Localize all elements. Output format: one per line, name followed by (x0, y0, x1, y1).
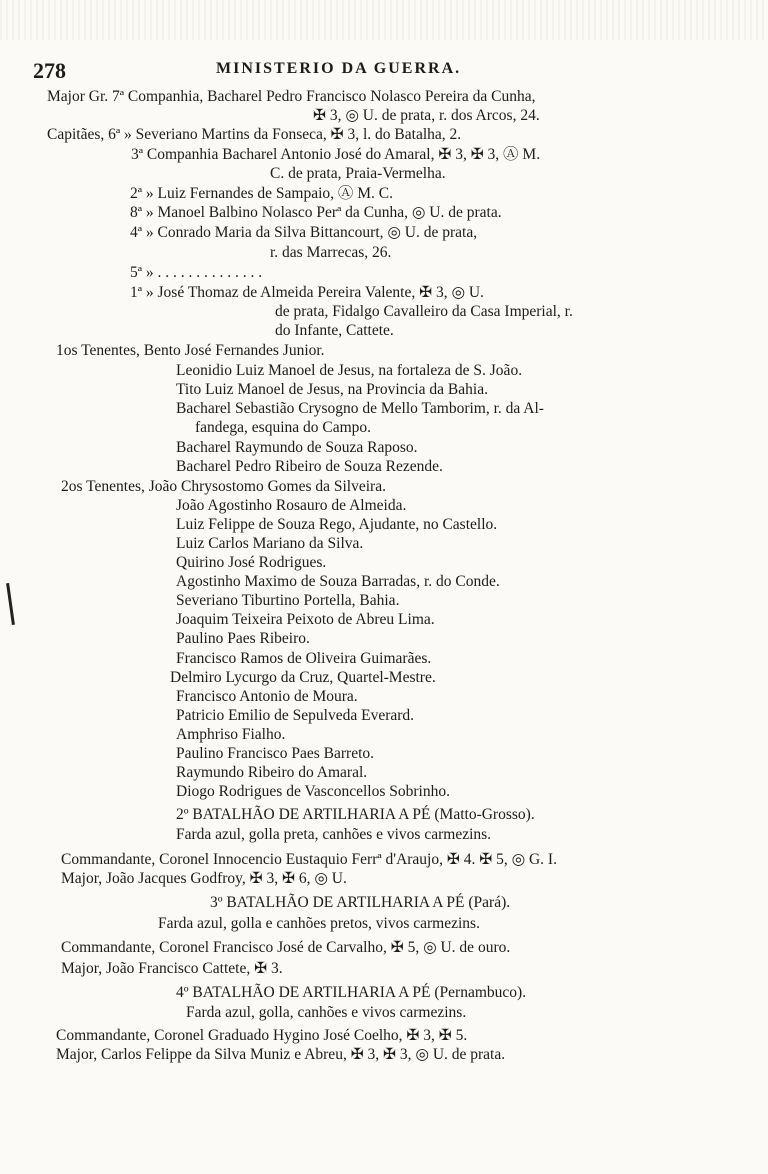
text-line: Raymundo Ribeiro do Amaral. (176, 764, 368, 781)
text-line: de prata, Fidalgo Cavalleiro da Casa Imperial, r. (275, 303, 573, 320)
text-line: Luiz Carlos Mariano da Silva. (176, 535, 364, 552)
text-line: Patricio Emilio de Sepulveda Everard. (176, 707, 415, 724)
scan-noise (0, 0, 768, 40)
text-line: Farda azul, golla, canhões e vivos carmezins. (186, 1004, 467, 1021)
text-line: C. de prata, Praia-Vermelha. (270, 165, 446, 182)
text-line: 5ª » . . . . . . . . . . . . . . (130, 264, 263, 281)
text-line: Tito Luiz Manoel de Jesus, na Provincia da Bahia. (176, 381, 488, 398)
text-line: 4ª » Conrado Maria da Silva Bittancourt, ◎ U. de prata, (130, 224, 478, 241)
text-line: Leonidio Luiz Manoel de Jesus, na fortaleza de S. João. (176, 362, 523, 379)
text-line: Commandante, Coronel Francisco José de Carvalho, ✠ 5, ◎ U. de ouro. (61, 939, 511, 956)
section-heading: 3º BATALHÃO DE ARTILHARIA A PÉ (Pará). (210, 894, 511, 911)
text-line: Agostinho Maximo de Souza Barradas, r. do Conde. (176, 573, 500, 590)
text-line: 1os Tenentes, Bento José Fernandes Junior. (56, 342, 325, 359)
text-line: Major Gr. 7ª Companhia, Bacharel Pedro Francisco Nolasco Pereira da Cunha, (47, 88, 536, 105)
text-line: 2os Tenentes, João Chrysostomo Gomes da Silveira. (61, 478, 386, 495)
text-line: Paulino Paes Ribeiro. (176, 630, 310, 647)
text-line: Major, João Jacques Godfroy, ✠ 3, ✠ 6, ◎ U. (61, 870, 347, 887)
text-line: r. das Marrecas, 26. (270, 244, 392, 261)
text-line: Paulino Francisco Paes Barreto. (176, 745, 375, 762)
text-line: Francisco Ramos de Oliveira Guimarães. (176, 650, 432, 667)
text-line: Quirino José Rodrigues. (176, 554, 327, 571)
text-line: Luiz Felippe de Souza Rego, Ajudante, no Castello. (176, 516, 498, 533)
text-line: Capitães, 6ª » Severiano Martins da Fonseca, ✠ 3, l. do Batalha, 2. (47, 126, 462, 143)
text-line: Severiano Tiburtino Portella, Bahia. (176, 592, 400, 609)
text-line: Amphriso Fialho. (176, 726, 286, 743)
text-line: do Infante, Cattete. (275, 322, 394, 339)
text-line: Farda azul, golla e canhões pretos, vivos carmezins. (158, 915, 480, 932)
text-line: João Agostinho Rosauro de Almeida. (176, 497, 407, 514)
text-line: Diogo Rodrigues de Vasconcellos Sobrinho. (176, 783, 450, 800)
section-heading: 4º BATALHÃO DE ARTILHARIA A PÉ (Pernambuco). (176, 984, 527, 1001)
text-line: Farda azul, golla preta, canhões e vivos carmezins. (176, 826, 492, 843)
text-line: 1ª » José Thomaz de Almeida Pereira Valente, ✠ 3, ◎ U. (130, 284, 484, 301)
text-line: ✠ 3, ◎ U. de prata, r. dos Arcos, 24. (313, 107, 540, 124)
text-line: Joaquim Teixeira Peixoto de Abreu Lima. (176, 611, 435, 628)
text-line: Bacharel Sebastião Crysogno de Mello Tamborim, r. da Al- (176, 400, 544, 417)
text-line: Major, João Francisco Cattete, ✠ 3. (61, 960, 283, 977)
page-number: 278 (33, 58, 66, 83)
text-line: Major, Carlos Felippe da Silva Muniz e Abreu, ✠ 3, ✠ 3, ◎ U. de prata. (56, 1046, 506, 1063)
page-title: MINISTERIO DA GUERRA. (216, 60, 462, 77)
text-line: Francisco Antonio de Moura. (176, 688, 358, 705)
section-heading: 2º BATALHÃO DE ARTILHARIA A PÉ (Matto-Grosso). (176, 806, 535, 823)
text-line: 3ª Companhia Bacharel Antonio José do Amaral, ✠ 3, ✠ 3, Ⓐ M. (131, 146, 541, 163)
text-line: Delmiro Lycurgo da Cruz, Quartel-Mestre. (170, 669, 436, 686)
text-line: fandega, esquina do Campo. (195, 419, 372, 436)
text-line: Bacharel Pedro Ribeiro de Souza Rezende. (176, 458, 443, 475)
text-line: 2ª » Luiz Fernandes de Sampaio, Ⓐ M. C. (130, 185, 394, 202)
margin-pen-mark (6, 583, 15, 625)
text-line: Bacharel Raymundo de Souza Raposo. (176, 439, 418, 456)
text-line: 8ª » Manoel Balbino Nolasco Perª da Cunha, ◎ U. de prata. (130, 204, 502, 221)
text-line: Commandante, Coronel Innocencio Eustaquio Ferrª d'Araujo, ✠ 4. ✠ 5, ◎ G. I. (61, 851, 557, 868)
text-line: Commandante, Coronel Graduado Hygino José Coelho, ✠ 3, ✠ 5. (56, 1027, 468, 1044)
